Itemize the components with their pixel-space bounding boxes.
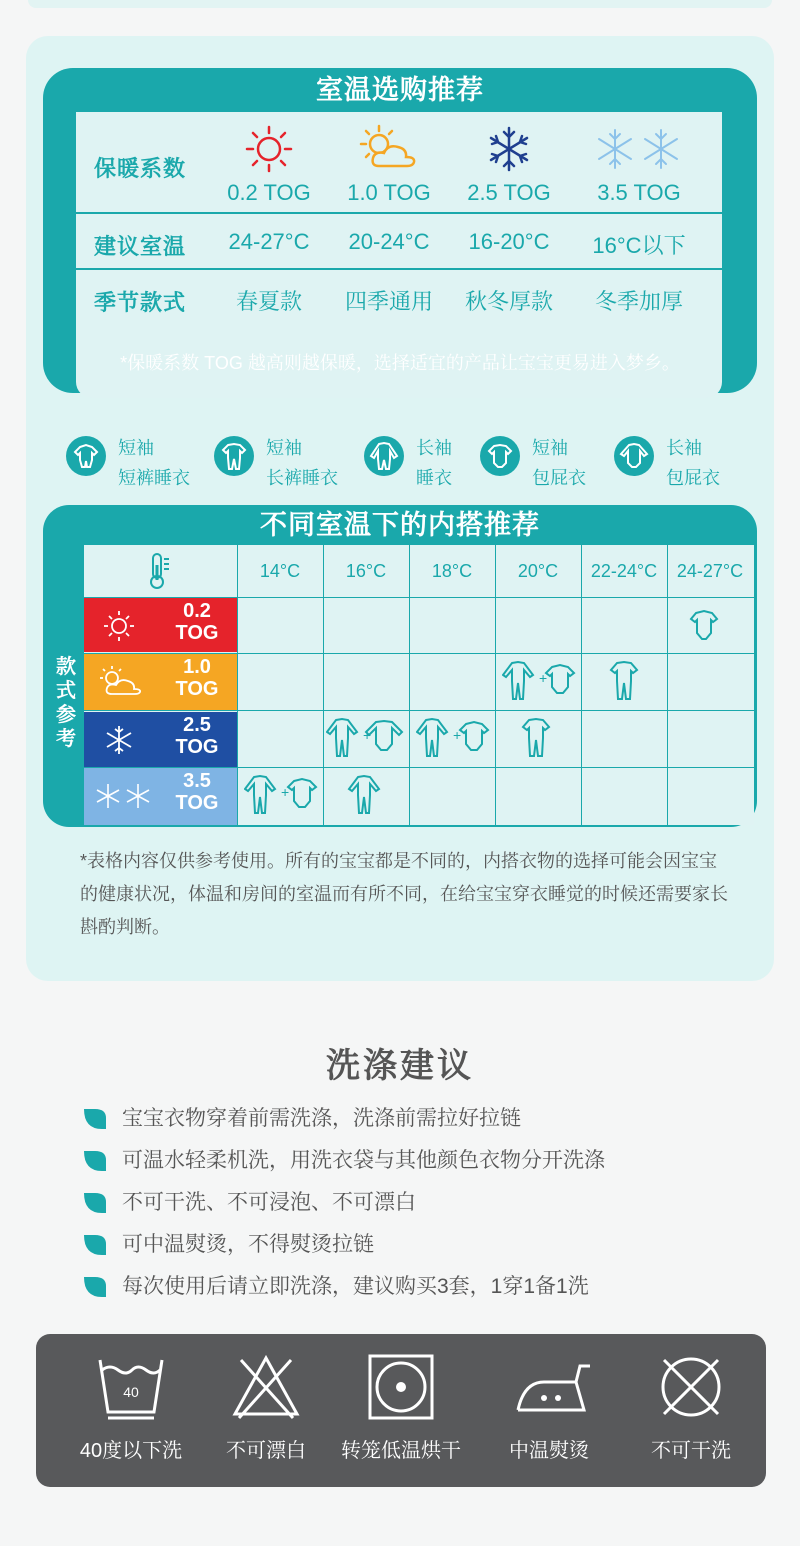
top-strip [28, 0, 772, 8]
temp-header: 24-27°C [676, 561, 744, 581]
grid-line [581, 545, 582, 825]
tog-row-1-0 [84, 654, 237, 710]
list-item [84, 1266, 764, 1308]
grid-line [237, 545, 238, 825]
legend-line1: 短袖 [266, 438, 302, 458]
tog-row-value: 3.5 [183, 770, 211, 792]
tog-row-0-2 [84, 598, 237, 652]
row-label-season: 季节款式 [94, 290, 187, 315]
long-sleeve-sleepsuit-plus-bodysuit-icon [416, 716, 492, 765]
tumble-dry-low-icon [336, 1352, 466, 1482]
sun-icon [92, 608, 146, 644]
thermometer-icon [139, 545, 179, 597]
wash-item-text: 不可干洗、不可浸泡、不可漂白 [122, 1191, 416, 1214]
tog-value: 3.5 TOG [597, 180, 681, 205]
room-temp-title: 室温选购推荐 [316, 75, 484, 105]
tog-row-value: 1.0 [183, 656, 211, 678]
temp-header: 22-24°C [590, 561, 658, 581]
svg-text:+: + [539, 670, 548, 686]
temp-value: 16-20°C [468, 229, 550, 254]
sun-icon [204, 124, 334, 178]
legend-line1: 短袖 [118, 438, 154, 458]
legend-line2: 包屁衣 [532, 468, 586, 488]
temp-value: 24-27°C [228, 229, 310, 254]
legend-line2: 长裤睡衣 [266, 468, 338, 488]
row-label-temp: 建议室温 [94, 234, 187, 259]
divider [76, 212, 722, 214]
no-dry-clean-icon [626, 1352, 756, 1482]
tog-row-value: 2.5 [183, 714, 211, 736]
sun-cloud-icon [92, 664, 146, 700]
no-bleach-icon [201, 1352, 331, 1482]
double-snowflake-icon [92, 778, 146, 814]
wash-item-text: 宝宝衣物穿着前需洗涤，洗涤前需拉好拉链 [122, 1107, 521, 1130]
tog-row-unit: TOG [175, 792, 219, 814]
grid-line [667, 545, 668, 825]
tog-value: 0.2 TOG [227, 180, 311, 205]
list-item [84, 1224, 764, 1266]
tog-value: 1.0 TOG [347, 180, 431, 205]
long-sleeve-sleepsuit-icon [344, 773, 384, 822]
short-sleeve-pants-icon [604, 659, 644, 708]
row-label-warmth: 保暖系数 [94, 156, 187, 181]
temp-value: 16°C以下 [592, 233, 686, 258]
long-sleeve-sleepsuit-icon [364, 436, 404, 476]
legend-line2: 短裤睡衣 [118, 468, 190, 488]
legend-line2: 睡衣 [416, 468, 452, 488]
tog-row-2-5 [84, 712, 237, 767]
tog-value: 2.5 TOG [467, 180, 551, 205]
care-label: 不可干洗 [651, 1440, 731, 1462]
short-sleeve-bodysuit-icon [684, 605, 724, 650]
temp-header: 16°C [345, 561, 387, 581]
season-value: 春夏款 [235, 289, 302, 314]
tog-row-unit: TOG [175, 622, 219, 644]
temp-header: 20°C [517, 561, 559, 581]
short-sleeve-pants-icon [516, 716, 556, 765]
bullet-icon [84, 1277, 106, 1297]
tog-row-3-5 [84, 768, 237, 825]
care-label: 中温熨烫 [509, 1440, 589, 1462]
season-value: 冬季加厚 [594, 289, 683, 314]
grid-line [495, 545, 496, 825]
care-label: 40度以下洗 [79, 1440, 183, 1462]
bullet-icon [84, 1193, 106, 1213]
wash-item-text: 每次使用后请立即洗涤，建议购买3套，1穿1备1洗 [122, 1275, 589, 1298]
list-item [84, 1182, 764, 1224]
tog-row-value: 0.2 [183, 600, 211, 622]
tog-row-unit: TOG [175, 736, 219, 758]
long-sleeve-bodysuit-icon [614, 436, 654, 476]
legend-line1: 长袖 [416, 438, 452, 458]
season-value: 秋冬厚款 [464, 289, 553, 314]
wash-temp: 40 [123, 1384, 139, 1400]
divider [76, 268, 722, 270]
care-label: 不可漂白 [226, 1440, 306, 1462]
sun-cloud-icon [324, 124, 454, 178]
list-item [84, 1098, 764, 1140]
garment-legend [66, 430, 766, 490]
bullet-icon [84, 1151, 106, 1171]
svg-text:+: + [453, 727, 462, 743]
care-label: 转笼低温烘干 [341, 1440, 461, 1462]
double-snowflake-icon [574, 124, 704, 178]
svg-text:+: + [281, 784, 290, 800]
long-sleeve-sleepsuit-plus-bodysuit-icon [502, 659, 578, 708]
legend-line1: 长袖 [666, 438, 702, 458]
wash-title: 洗涤建议 [326, 1047, 474, 1085]
long-sleeve-sleepsuit-plus-bodysuit-icon [244, 773, 320, 822]
svg-text:+: + [363, 727, 372, 743]
temp-header: 14°C [259, 561, 301, 581]
grid-line [409, 545, 410, 825]
wash-40-icon [66, 1352, 196, 1482]
legend-line2: 包屁衣 [666, 468, 720, 488]
temp-header: 18°C [431, 561, 473, 581]
room-temp-card [43, 68, 757, 393]
bullet-icon [84, 1235, 106, 1255]
iron-medium-icon [484, 1352, 614, 1482]
wash-list [84, 1098, 764, 1308]
side-label-text: 款式参考 [56, 656, 76, 750]
tog-row-unit: TOG [175, 678, 219, 700]
style-reference-label [52, 655, 80, 751]
short-sleeve-shorts-icon [66, 436, 106, 476]
wash-item-text: 可中温熨烫，不得熨烫拉链 [122, 1233, 374, 1256]
season-value: 四季通用 [344, 289, 433, 314]
long-sleeve-sleepsuit-plus-bodysuit-icon [326, 716, 406, 765]
list-item [84, 1140, 764, 1182]
short-sleeve-bodysuit-icon [480, 436, 520, 476]
tog-note: *保暖系数 TOG 越高则越保暖，选择适宜的产品让宝宝更易进入梦乡。 [120, 353, 680, 373]
snowflake-icon [92, 722, 146, 758]
wash-item-text: 可温水轻柔机洗，用洗衣袋与其他颜色衣物分开洗涤 [122, 1149, 605, 1172]
grid-line [84, 710, 754, 711]
grid-line [323, 545, 324, 825]
snowflake-icon [444, 124, 574, 178]
inner-wear-title: 不同室温下的内搭推荐 [260, 510, 540, 540]
legend-line1: 短袖 [532, 438, 568, 458]
care-symbols-box [36, 1334, 766, 1487]
temp-value: 20-24°C [348, 229, 430, 254]
inner-wear-note: *表格内容仅供参考使用。所有的宝宝都是不同的，内搭衣物的选择可能会因宝宝的健康状况，体温和房间的室温而有所不同，在给宝宝穿衣睡觉的时候还需要家长斟酌判断。 [80, 851, 728, 937]
bullet-icon [84, 1109, 106, 1129]
short-sleeve-pants-icon [214, 436, 254, 476]
